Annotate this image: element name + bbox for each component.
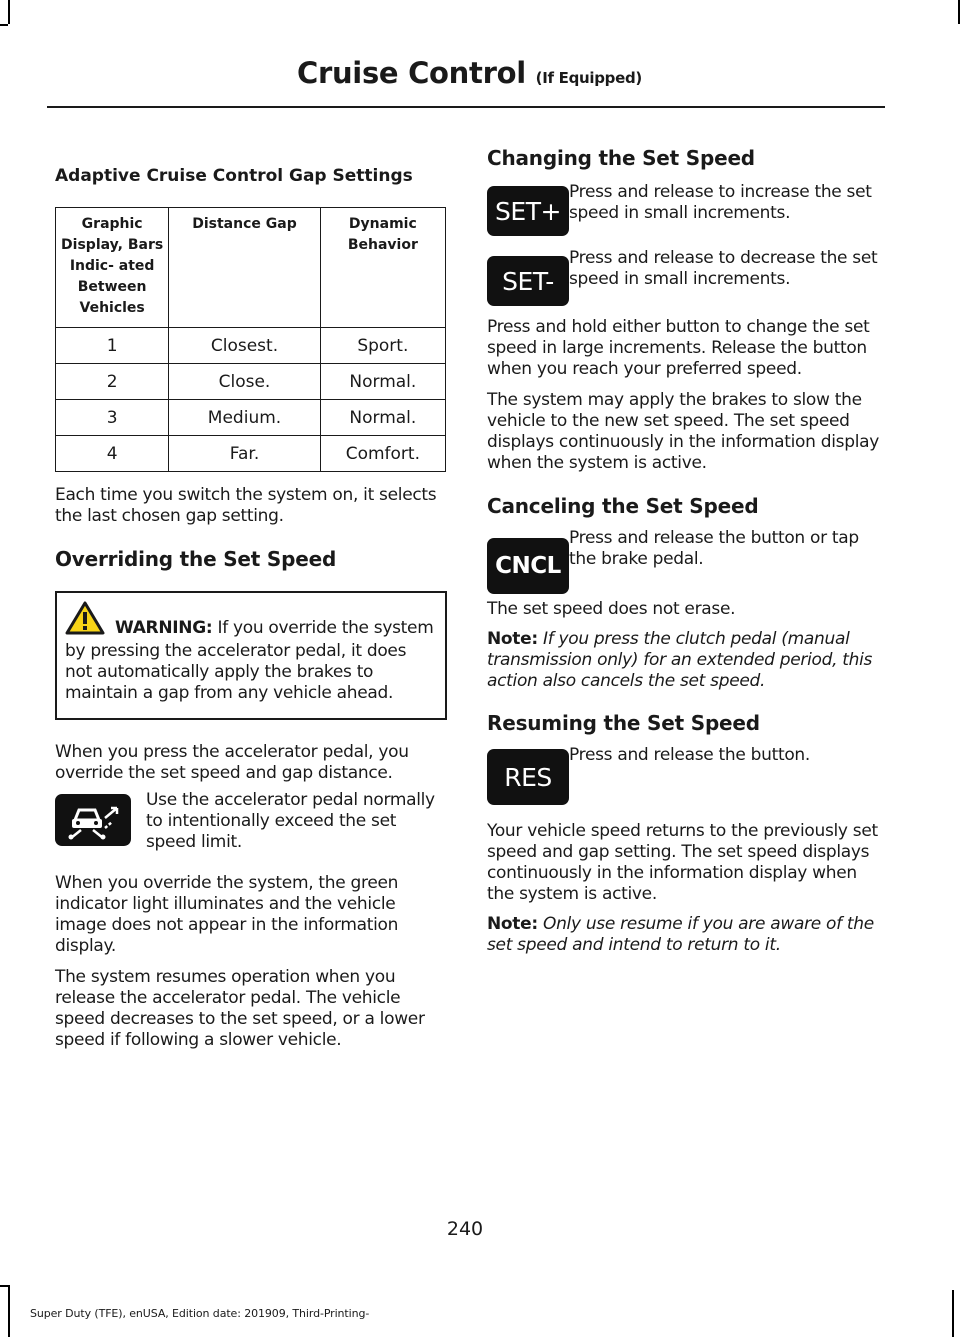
crop-mark — [0, 1285, 8, 1287]
note-text: If you press the clutch pedal (manual transmission only) for an extended period, this action also cancels the set speed. — [487, 629, 873, 691]
edition-footer: Super Duty (TFE), enUSA, Edition date: 201909, Third-Printing- — [30, 1307, 370, 1320]
right-column — [487, 146, 879, 956]
table-cell: Far. — [169, 436, 320, 472]
cncl-button-icon: CNCL — [487, 538, 569, 594]
table-cell: Close. — [169, 364, 320, 400]
column-header-distance-gap: Distance Gap — [169, 208, 320, 328]
table-cell: Normal. — [320, 400, 445, 436]
set-minus-text: Press and release to decrease the set speed in small increments. — [569, 248, 878, 289]
table-cell: Normal. — [320, 364, 445, 400]
warning-label: WARNING: — [115, 618, 213, 638]
paragraph: When you override the system, the green indicator light illuminates and the vehicle image does not appear in the information display. — [55, 873, 399, 956]
table-cell: 3 — [56, 400, 169, 436]
section-heading-resuming: Resuming the Set Speed — [487, 711, 760, 735]
table-cell: 2 — [56, 364, 169, 400]
note-text: Only use resume if you are aware of the set speed and intend to return to it. — [487, 914, 874, 955]
table-row — [56, 328, 446, 364]
res-button-icon: RES — [487, 749, 569, 805]
crop-mark — [8, 1285, 10, 1337]
warning-paragraph — [65, 601, 437, 704]
page-title — [297, 56, 642, 90]
note-label: Note: — [487, 914, 538, 934]
chapter-title: Cruise Control — [296, 56, 526, 90]
crop-mark — [0, 24, 8, 26]
table-title: Adaptive Cruise Control Gap Settings — [55, 166, 413, 186]
paragraph: The system resumes operation when you release the accelerator pedal. The vehicle speed decreases to the set speed, or a lower speed if following a slower vehicle. — [55, 967, 425, 1050]
paragraph: Press and hold either button to change the set speed in large increments. Release the button when you reach your preferred speed. — [487, 317, 870, 379]
table-cell: 1 — [56, 328, 169, 364]
table-row — [56, 364, 446, 400]
set-plus-text: Press and release to increase the set speed in small increments. — [569, 182, 872, 223]
table-cell: Sport. — [320, 328, 445, 364]
gap-settings-table — [55, 207, 446, 472]
chapter-subtitle: (If Equipped) — [535, 69, 642, 87]
paragraph: The system may apply the brakes to slow the vehicle to the new set speed. The set speed displays continuously in the information display when the system is active. — [487, 390, 879, 473]
table-header-row — [56, 208, 446, 328]
paragraph: The set speed does not erase. — [487, 599, 736, 619]
set-plus-button-icon: SET+ — [487, 186, 569, 236]
section-heading-canceling: Canceling the Set Speed — [487, 494, 759, 518]
note-label: Note: — [487, 629, 538, 649]
paragraph: When you press the accelerator pedal, you override the set speed and gap distance. — [55, 742, 409, 783]
page-number: 240 — [446, 1218, 484, 1240]
section-heading-changing: Changing the Set Speed — [487, 146, 755, 170]
res-text: Press and release the button. — [569, 745, 811, 765]
table-cell: Comfort. — [320, 436, 445, 472]
cncl-row — [487, 528, 879, 594]
note-paragraph — [487, 914, 879, 956]
left-column — [55, 166, 447, 1051]
table-cell: Closest. — [169, 328, 320, 364]
paragraph: Each time you switch the system on, it selects the last chosen gap setting. — [55, 485, 437, 526]
section-heading-overriding: Overriding the Set Speed — [55, 547, 337, 571]
column-header-dynamic-behavior: Dynamic Behavior — [320, 208, 445, 328]
res-row — [487, 745, 879, 805]
crop-mark — [952, 1290, 954, 1337]
table-row — [56, 436, 446, 472]
table-row — [56, 400, 446, 436]
header-divider — [47, 106, 885, 108]
note-paragraph — [487, 629, 879, 692]
warning-box — [55, 591, 447, 720]
set-minus-button-icon: SET- — [487, 256, 569, 306]
warning-text: If you override the system by pressing the accelerator pedal, it does not automatically apply the brakes to maintain a gap from any vehicle ahead. — [65, 618, 434, 703]
cncl-text: Press and release the button or tap the brake pedal. — [569, 528, 859, 569]
column-header-graphic-display: Graphic Display, Bars Indic- ated Between Vehicles — [56, 208, 169, 328]
set-minus-row — [487, 248, 879, 306]
table-cell: 4 — [56, 436, 169, 472]
accelerator-override-icon — [55, 794, 131, 846]
accelerator-icon-text: Use the accelerator pedal normally to intentionally exceed the set speed limit. — [146, 790, 435, 852]
paragraph: Your vehicle speed returns to the previously set speed and gap setting. The set speed displays continuously in the information display when the system is active. — [487, 821, 878, 904]
warning-triangle-icon — [65, 601, 105, 641]
set-plus-row — [487, 182, 879, 236]
crop-mark — [8, 0, 10, 24]
accelerator-icon-row — [55, 790, 447, 853]
table-cell: Medium. — [169, 400, 320, 436]
